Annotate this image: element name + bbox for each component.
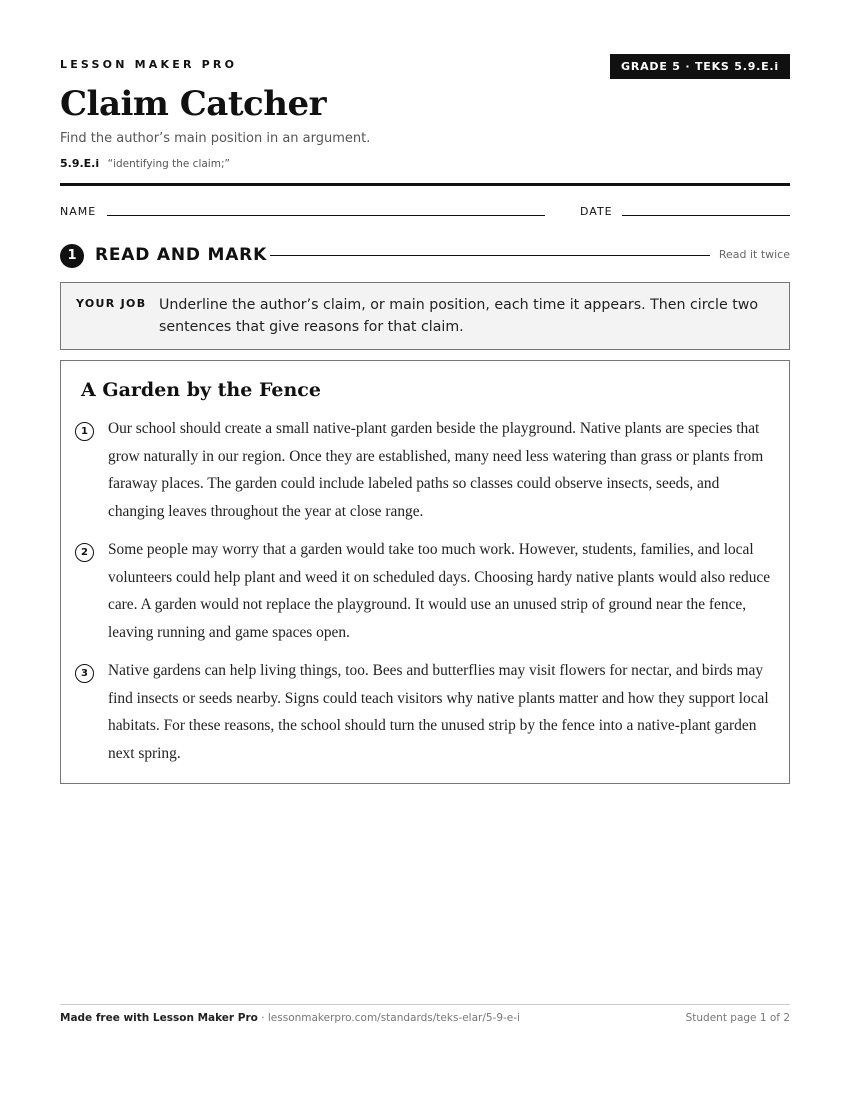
instructions-label: YOUR JOB <box>76 297 147 310</box>
footer-divider <box>60 1004 790 1005</box>
standard-code: 5.9.E.i <box>60 157 100 170</box>
section-number-badge: 1 <box>60 244 84 268</box>
paragraph-text[interactable]: Our school should create a small native-plant garden beside the playground. Native plants are species that grow naturally in our region. Once they are established, many need less watering than grass or plants from faraway places. The garden could include labeled paths so classes could observe insects, seeds, and changing leaves throughout the year at close range. <box>108 420 764 520</box>
date-label: DATE <box>580 205 613 218</box>
footer-separator: · <box>257 1012 268 1024</box>
reading-passage <box>60 360 790 784</box>
worksheet-page <box>60 0 790 1100</box>
name-label: NAME <box>60 205 97 218</box>
instructions-box <box>60 282 790 350</box>
paragraph-text[interactable]: Native gardens can help living things, too. Bees and butterflies may visit flowers for nectar, and birds may find insects or seeds nearby. Signs could teach visitors why native plants matter and how they support local habitats. For these reasons, the school should turn the unused strip by the fence into a native-plant garden next spring. <box>108 662 769 762</box>
worksheet-title: Claim Catcher <box>60 84 326 124</box>
paragraph-number: 1 <box>75 422 94 441</box>
standard-reference <box>60 157 230 170</box>
paragraph-number: 2 <box>75 543 94 562</box>
paragraph-text[interactable]: Some people may worry that a garden would take too much work. However, students, families, and local volunteers could help plant and weed it on scheduled days. Choosing hardy native plants would also reduce care. A garden would not replace the playground. It would use an unused strip of ground near the fence, leaving running and game spaces open. <box>108 541 771 641</box>
section-note: Read it twice <box>718 248 790 261</box>
instructions-text: Underline the author’s claim, or main position, each time it appears. Then circle two sentences that give reasons for that claim. <box>159 297 759 335</box>
footer-page-number: Student page 1 of 2 <box>685 1012 790 1024</box>
passage-title: A Garden by the Fence <box>81 379 321 401</box>
standard-description: “identifying the claim;” <box>107 158 230 170</box>
date-field[interactable] <box>622 215 790 216</box>
section-title: READ AND MARK <box>95 245 268 265</box>
footer-made-with: Made free with Lesson Maker Pro <box>60 1012 258 1024</box>
brand-name: LESSON MAKER PRO <box>60 58 238 71</box>
footer-url-link[interactable]: lessonmakerpro.com/standards/teks-elar/5-9-e-i <box>267 1012 520 1024</box>
name-field[interactable] <box>107 215 545 216</box>
section-divider <box>270 255 710 256</box>
paragraph-number: 3 <box>75 664 94 683</box>
footer-credit <box>60 1012 520 1024</box>
header-divider <box>60 183 790 186</box>
worksheet-subtitle: Find the author’s main position in an argument. <box>60 131 371 146</box>
grade-badge: GRADE 5 · TEKS 5.9.E.i <box>610 54 790 79</box>
